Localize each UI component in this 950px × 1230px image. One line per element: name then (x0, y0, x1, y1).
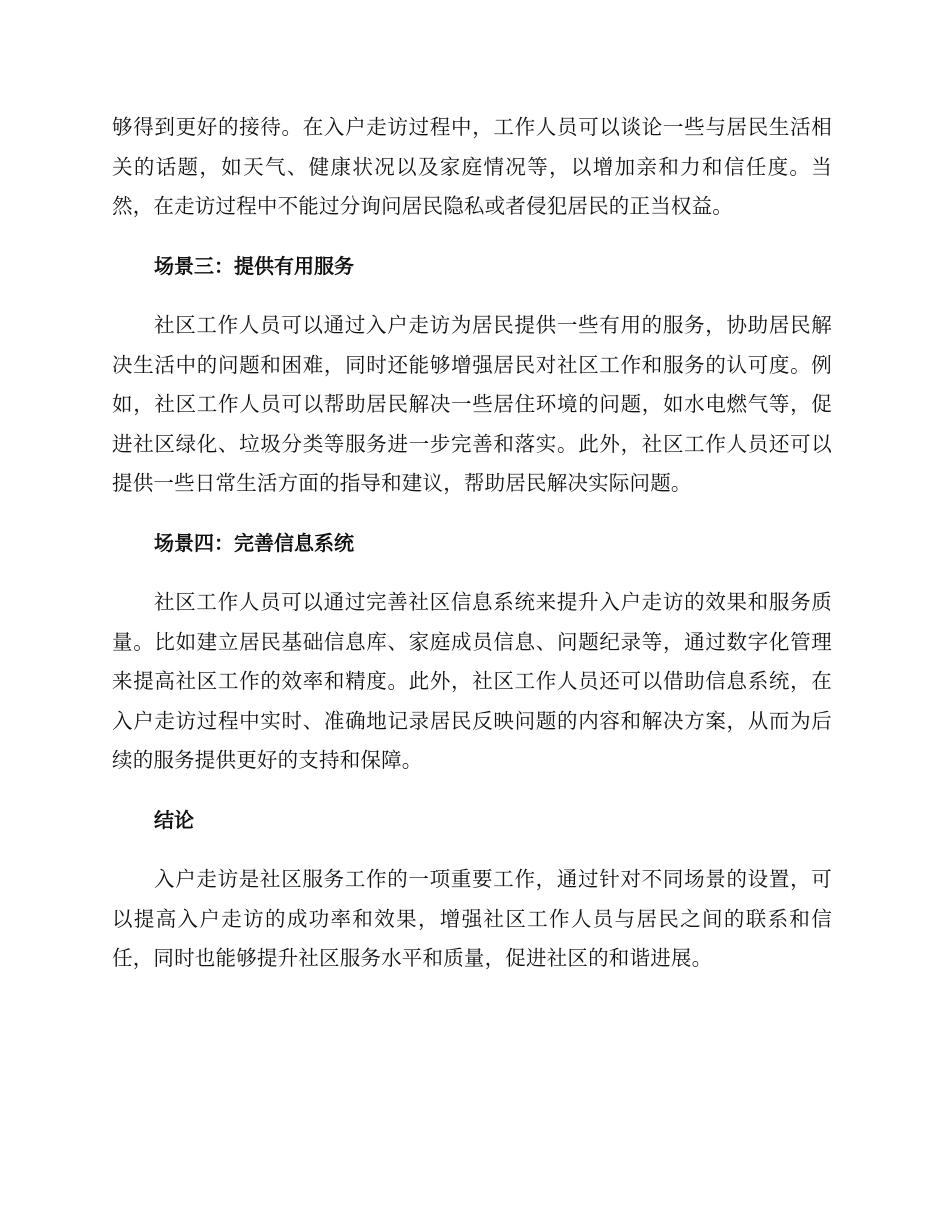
section-body-conclusion: 入户走访是社区服务工作的一项重要工作，通过针对不同场景的设置，可以提高入户走访的成功率和效果，增强社区工作人员与居民之间的联系和信任，同时也能够提升社区服务水平和质量，促进社区的和谐进展。 (112, 867, 832, 970)
section-heading-conclusion: 结论 (154, 807, 194, 832)
section-body-scenario-three: 社区工作人员可以通过入户走访为居民提供一些有用的服务，协助居民解决生活中的问题和困难，同时还能够增强居民对社区工作和服务的认可度。例如，社区工作人员可以帮助居民解决一些居住环境的问题，如水电燃气等，促进社区绿化、垃圾分类等服务进一步完善和落实。此外，社区工作人员还可以提供一些日常生活方面的指导和建议，帮助居民解决实际问题。 (112, 313, 832, 495)
section-heading-scenario-three: 场景三：提供有用服务 (154, 253, 354, 278)
document-body (112, 108, 832, 979)
section-body-scenario-four: 社区工作人员可以通过完善社区信息系统来提升入户走访的效果和服务质量。比如建立居民基础信息库、家庭成员信息、问题纪录等，通过数字化管理来提高社区工作的效率和精度。此外，社区工作人员还可以借助信息系统，在入户走访过程中实时、准确地记录居民反映问题的内容和解决方案，从而为后续的服务提供更好的支持和保障。 (112, 590, 832, 772)
section-heading-scenario-four: 场景四：完善信息系统 (154, 530, 354, 555)
opening-paragraph: 够得到更好的接待。在入户走访过程中，工作人员可以谈论一些与居民生活相关的话题，如天气、健康状况以及家庭情况等，以增加亲和力和信任度。当然，在走访过程中不能过分询问居民隐私或者侵犯居民的正当权益。 (112, 115, 832, 218)
